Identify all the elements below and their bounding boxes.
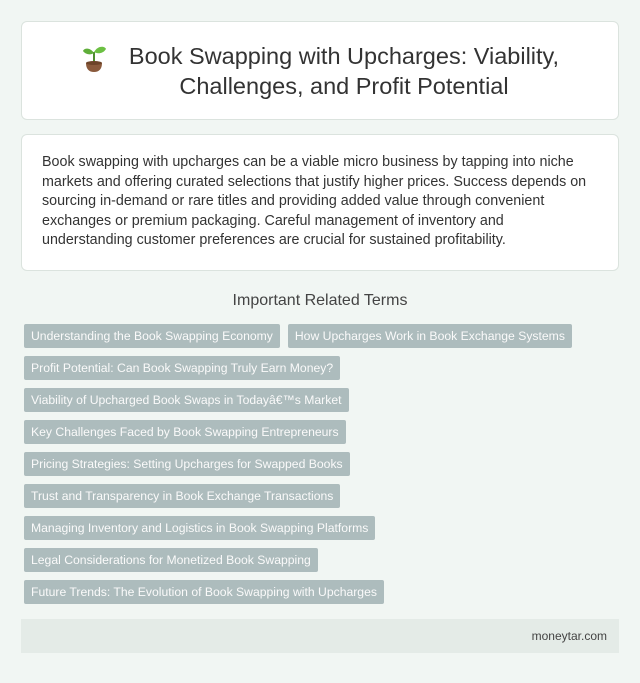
sprout-icon [81,43,107,73]
related-term-tag[interactable]: Legal Considerations for Monetized Book Swapping [24,548,318,572]
title-wrap [81,41,559,101]
related-term-tag[interactable]: Trust and Transparency in Book Exchange Transactions [24,484,340,508]
related-term-tag[interactable]: Pricing Strategies: Setting Upcharges for Swapped Books [24,452,350,476]
summary-text: Book swapping with upcharges can be a viable micro business by tapping into niche markets and offering curated selections that justify higher prices. Success depends on sourcing in-demand or rare titles and providing added value through convenient exchanges or premium packaging. Careful management of inventory and understanding customer preferences are crucial for sustained profitability. [42,154,587,249]
related-terms-list [24,324,620,612]
footer-site-link[interactable]: moneytar.com [531,629,607,643]
related-term-tag[interactable]: Future Trends: The Evolution of Book Swapping with Upcharges [24,580,384,604]
related-term-tag[interactable]: Key Challenges Faced by Book Swapping Entrepreneurs [24,420,346,444]
related-terms-heading: Important Related Terms [232,292,408,309]
title-line-2: Challenges, and Profit Potential [179,72,509,99]
title-line-1: Book Swapping with Upcharges: Viability, [128,42,560,69]
related-term-tag[interactable]: Managing Inventory and Logistics in Book Swapping Platforms [24,516,375,540]
related-term-tag[interactable]: Profit Potential: Can Book Swapping Truly Earn Money? [24,356,340,380]
related-term-tag[interactable]: How Upcharges Work in Book Exchange Systems [288,324,572,348]
page-title [129,41,559,101]
footer [21,619,619,653]
related-term-tag[interactable]: Viability of Upcharged Book Swaps in Todayâ€™s Market [24,388,349,412]
summary-card [21,134,619,271]
header-card [21,21,619,120]
related-term-tag[interactable]: Understanding the Book Swapping Economy [24,324,280,348]
